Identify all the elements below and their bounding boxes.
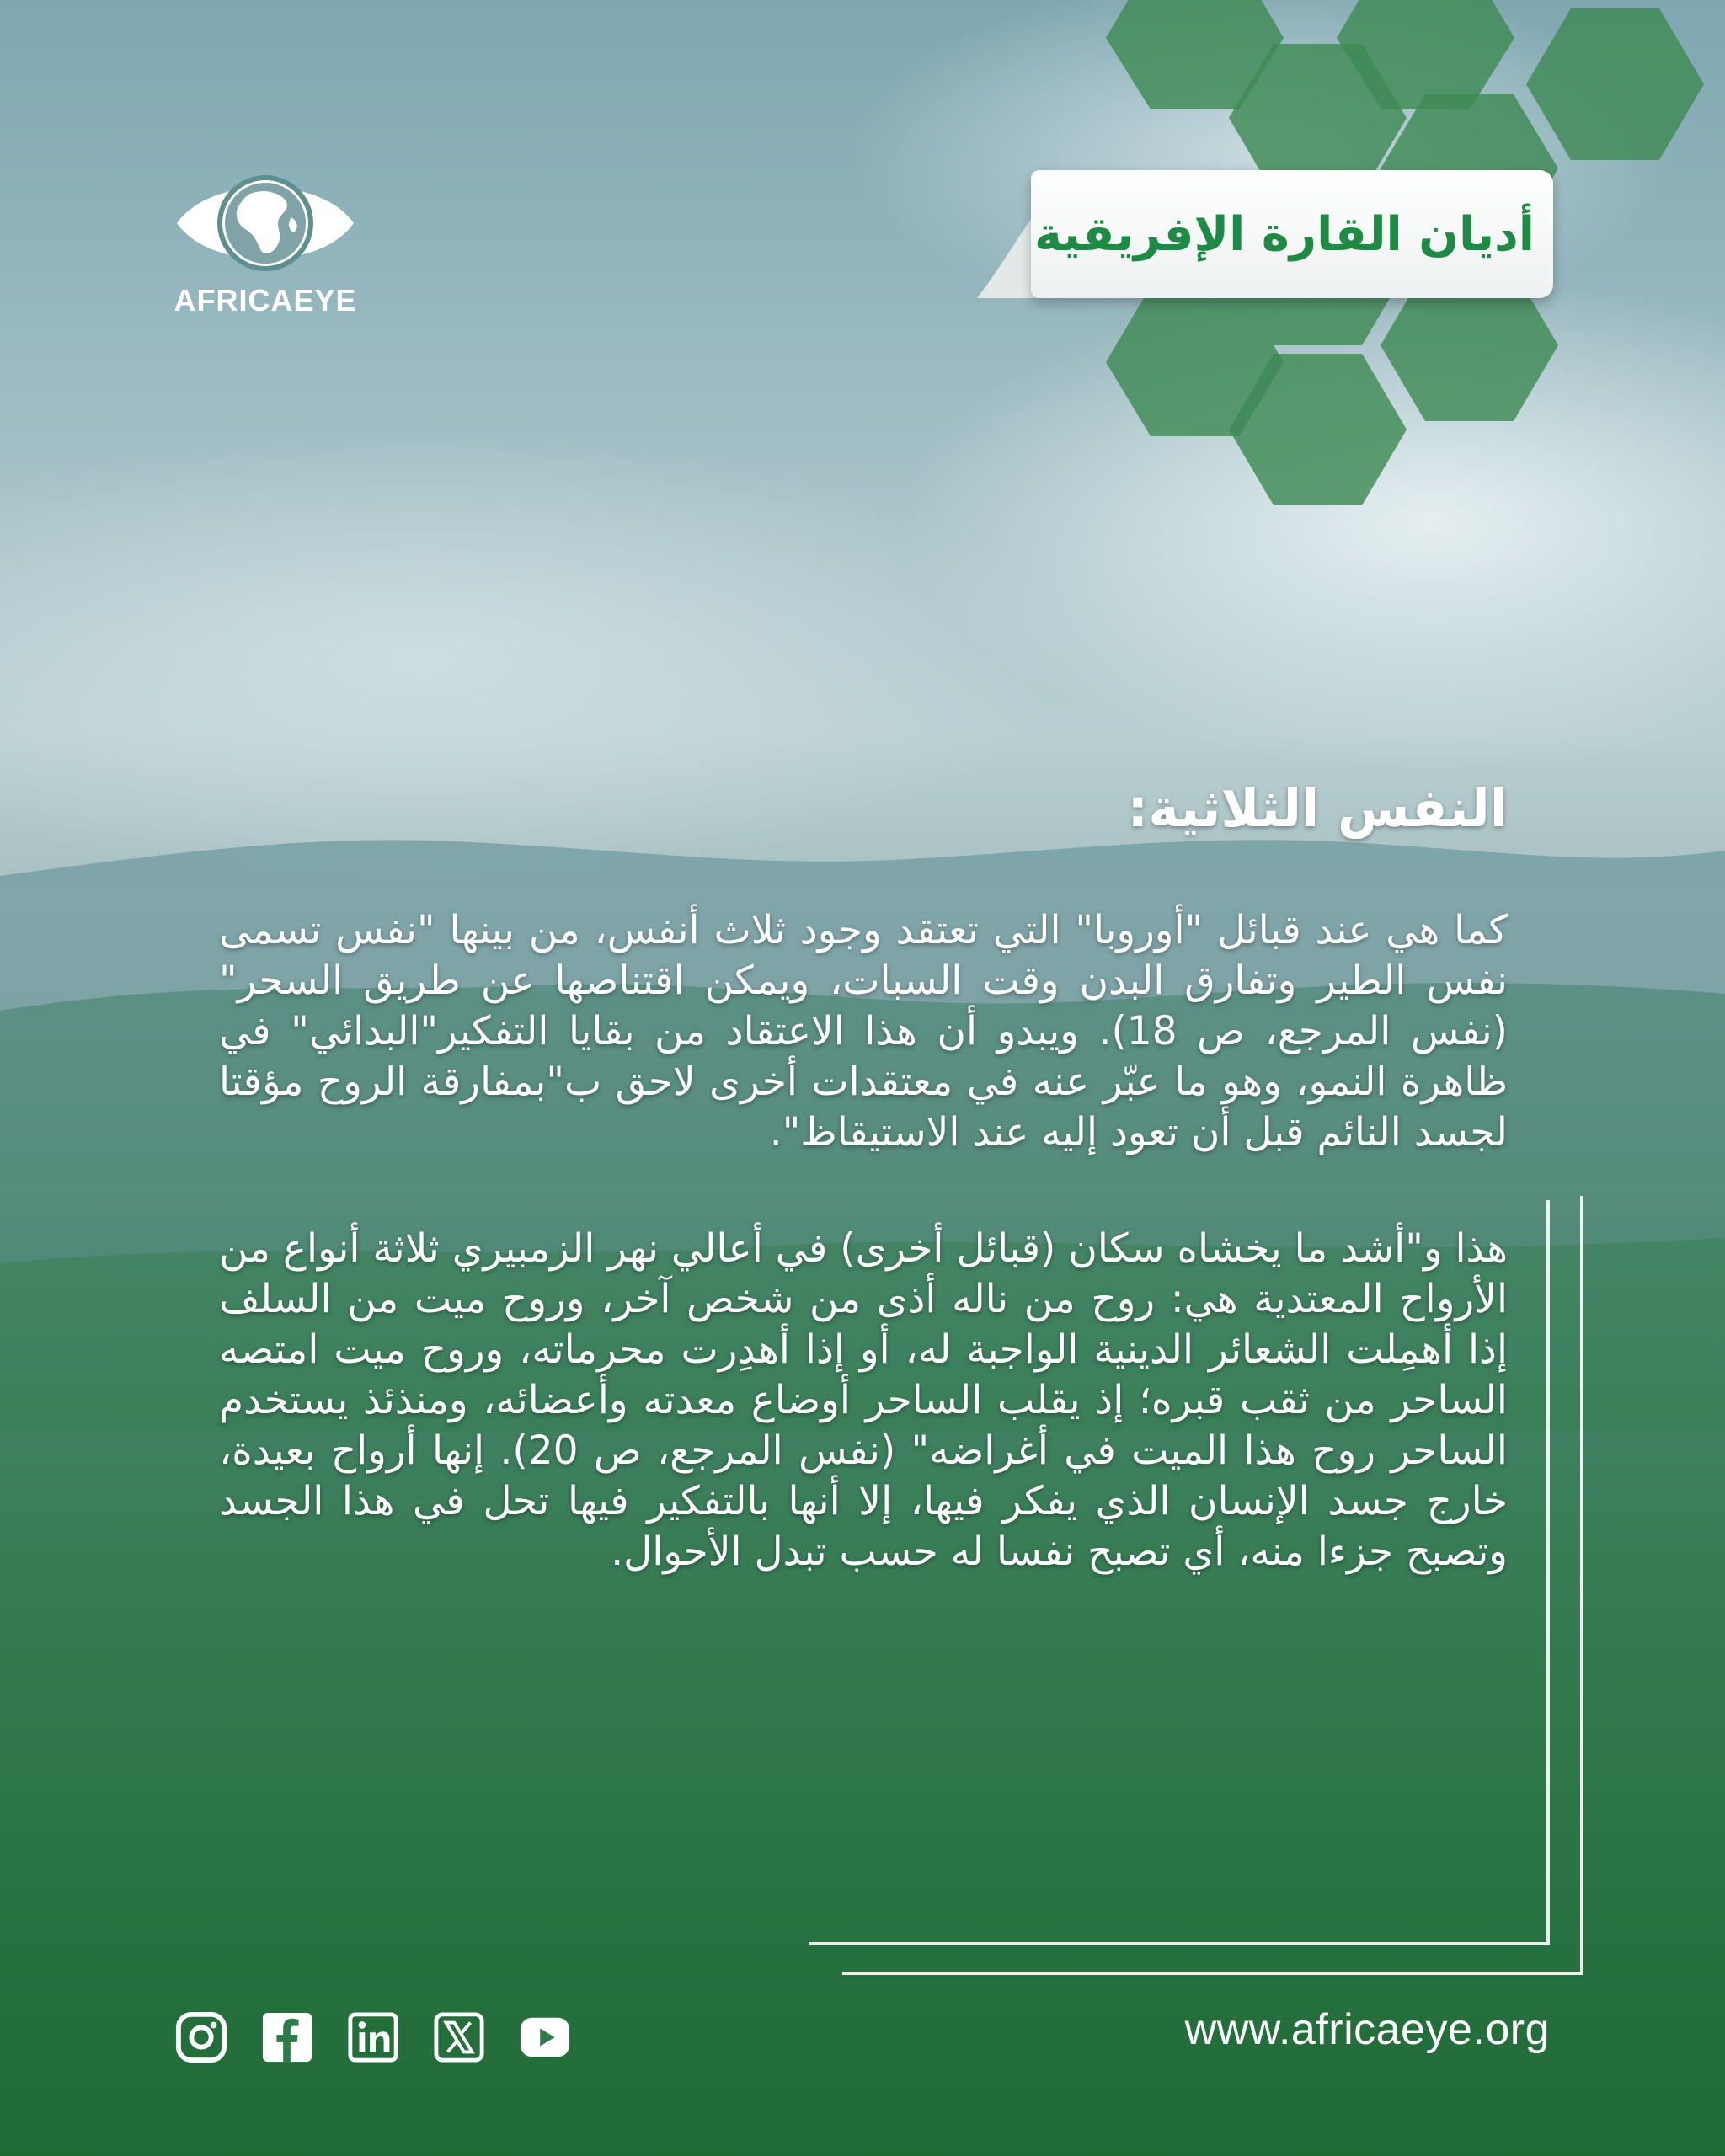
- article-paragraph: كما هي عند قبائل "أوروبا" التي تعتقد وجود ثلاث أنفس، من بينها "نفس تسمى نفس الطير وتفارق البدن وقت السبات، ويمكن اقتناصها عن طريق السحر" (نفس المرجع، ص 18). ويبدو أن هذا الاعتقاد من بقايا التفكير"البدائي" في ظاهرة النمو، وهو ما عبّر عنه في معتقدات أخرى لاحق ب"بمفارقة الروح مؤقتا لجسد النائم قبل أن تعود إليه عند الاستيقاظ".: [219, 907, 1508, 1155]
- africaeye-logo: [168, 168, 362, 318]
- x-icon[interactable]: [433, 2011, 485, 2063]
- youtube-icon[interactable]: [519, 2011, 571, 2063]
- social-links: [175, 2011, 571, 2063]
- article-heading: النفس الثلاثية:: [1127, 777, 1508, 839]
- series-title: أديان القارة الإفريقية: [1033, 206, 1535, 262]
- logo-text: AFRICAEYE: [174, 283, 357, 318]
- article-body: [219, 771, 1508, 1643]
- series-label-tab: [1031, 170, 1553, 298]
- website-link[interactable]: www.africaeye.org: [1184, 2005, 1550, 2054]
- eye-globe-icon: [173, 168, 358, 278]
- facebook-icon[interactable]: [261, 2011, 313, 2063]
- linkedin-icon[interactable]: [347, 2011, 399, 2063]
- article-paragraph: هذا و"أشد ما يخشاه سكان (قبائل أخرى) في أعالي نهر الزمبيري ثلاثة أنواع من الأرواح المعتدية هي: روح من ناله أذى من شخص آخر، وروح ميت من السلف إذا أهمِلت الشعائر الدينية الواجبة له، أو إذا أهدِرت محرماته، وروح ميت امتصه الساحر من ثقب قبره؛ إذ يقلب الساحر أوضاع معدته وأعضائه، ومنذئذ يستخدم الساحر روح هذا الميت في أغراضه" (نفس المرجع، ص 20). إنها أرواح بعيدة، خارج جسد الإنسان الذي يفكر فيها، إلا أنها بالتفكير فيها تحل في هذا الجسد وتصبح جزءا منه، أي تصبح نفسا له حسب تبدل الأحوال.: [219, 1225, 1508, 1575]
- series-label-ribbon: [977, 170, 1553, 302]
- instagram-icon[interactable]: [175, 2011, 227, 2063]
